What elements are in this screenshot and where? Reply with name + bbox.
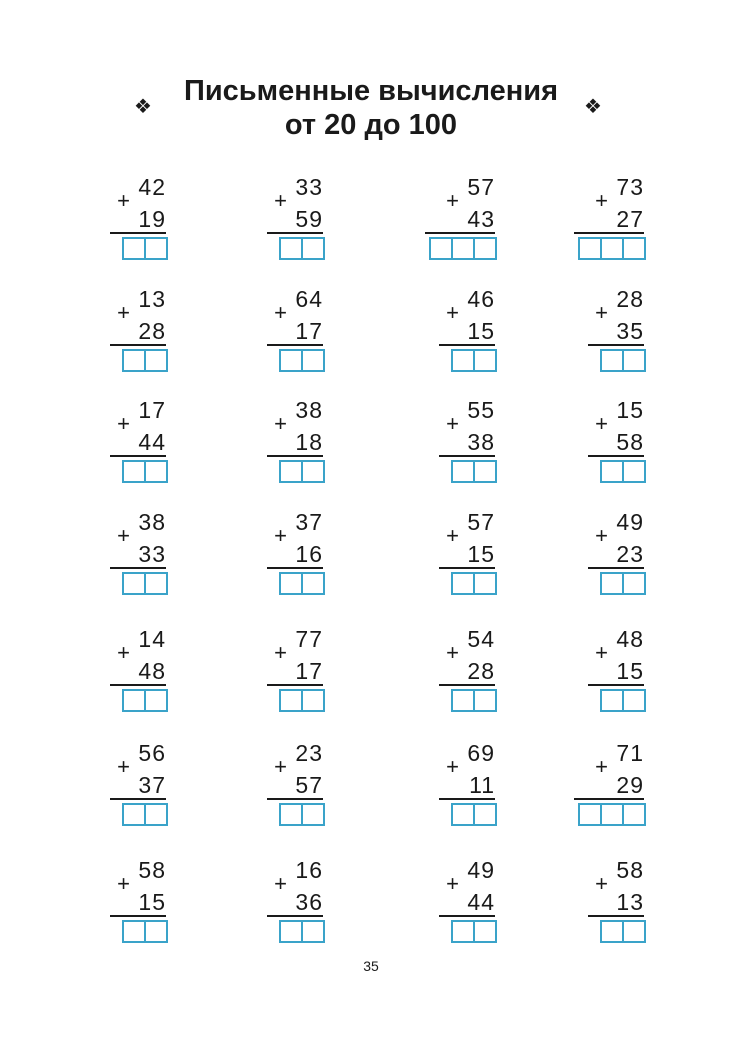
answer-digit-box[interactable] (451, 689, 475, 712)
plus-sign: + (595, 523, 608, 548)
answer-boxes (429, 237, 495, 260)
addition-problem (345, 397, 495, 487)
answer-boxes (122, 349, 166, 372)
sum-line (267, 232, 323, 234)
answer-boxes (451, 460, 495, 483)
answer-digit-box[interactable] (600, 920, 624, 943)
answer-digit-box[interactable] (122, 920, 146, 943)
answer-boxes (451, 349, 495, 372)
addend-bottom: 37 (138, 772, 166, 798)
answer-digit-box[interactable] (144, 920, 168, 943)
answer-digit-box[interactable] (144, 460, 168, 483)
addition-problem (173, 626, 323, 716)
sum-line (110, 915, 166, 917)
addend-bottom: 19 (138, 206, 166, 232)
addend-bottom: 58 (616, 429, 644, 455)
addend-top: 69 (467, 740, 495, 766)
answer-digit-box[interactable] (451, 572, 475, 595)
addend-top: 73 (616, 174, 644, 200)
plus-sign: + (274, 188, 287, 213)
answer-boxes (122, 237, 166, 260)
plus-sign: + (446, 300, 459, 325)
plus-sign: + (117, 411, 130, 436)
addend-bottom: 59 (295, 206, 323, 232)
plus-sign: + (595, 871, 608, 896)
answer-boxes (600, 689, 644, 712)
addend-bottom: 15 (467, 541, 495, 567)
addend-bottom: 48 (138, 658, 166, 684)
answer-digit-box[interactable] (622, 237, 646, 260)
answer-digit-box[interactable] (600, 689, 624, 712)
answer-boxes (122, 460, 166, 483)
answer-boxes (279, 349, 323, 372)
answer-digit-box[interactable] (600, 237, 624, 260)
sum-line (439, 915, 495, 917)
addend-bottom: 27 (616, 206, 644, 232)
addition-problem (16, 286, 166, 376)
sum-line (267, 567, 323, 569)
answer-digit-box[interactable] (622, 803, 646, 826)
sum-line (425, 232, 495, 234)
answer-boxes (122, 920, 166, 943)
addition-problem (494, 174, 644, 264)
addend-top: 58 (616, 857, 644, 883)
addend-top: 23 (295, 740, 323, 766)
addend-top: 28 (616, 286, 644, 312)
sum-line (439, 684, 495, 686)
plus-sign: + (595, 754, 608, 779)
addend-top: 17 (138, 397, 166, 423)
answer-digit-box[interactable] (301, 237, 325, 260)
addend-top: 71 (616, 740, 644, 766)
addend-bottom: 11 (469, 772, 495, 798)
answer-boxes (122, 689, 166, 712)
answer-digit-box[interactable] (279, 237, 303, 260)
answer-boxes (279, 237, 323, 260)
addend-top: 38 (138, 509, 166, 535)
answer-boxes (279, 689, 323, 712)
addition-problem (345, 286, 495, 376)
plus-sign: + (446, 640, 459, 665)
answer-digit-box[interactable] (451, 237, 475, 260)
addend-bottom: 15 (138, 889, 166, 915)
addition-problem (494, 286, 644, 376)
addend-bottom: 15 (616, 658, 644, 684)
plus-sign: + (117, 523, 130, 548)
answer-digit-box[interactable] (279, 572, 303, 595)
answer-digit-box[interactable] (279, 803, 303, 826)
addition-problem (16, 857, 166, 947)
addend-top: 57 (467, 174, 495, 200)
sum-line (439, 798, 495, 800)
addend-bottom: 33 (138, 541, 166, 567)
answer-boxes (451, 920, 495, 943)
answer-digit-box[interactable] (122, 349, 146, 372)
sum-line (588, 684, 644, 686)
sum-line (267, 798, 323, 800)
plus-sign: + (595, 640, 608, 665)
addition-problem (494, 626, 644, 716)
addend-bottom: 36 (295, 889, 323, 915)
addend-top: 49 (467, 857, 495, 883)
title-line-2: от 20 до 100 (284, 109, 458, 141)
sum-line (110, 798, 166, 800)
addition-problem (173, 397, 323, 487)
addend-top: 64 (295, 286, 323, 312)
addition-problem (16, 626, 166, 716)
answer-digit-box[interactable] (301, 349, 325, 372)
answer-digit-box[interactable] (144, 349, 168, 372)
answer-digit-box[interactable] (301, 460, 325, 483)
answer-digit-box[interactable] (600, 803, 624, 826)
addition-problem (345, 857, 495, 947)
answer-boxes (279, 920, 323, 943)
addend-top: 16 (295, 857, 323, 883)
addend-top: 49 (616, 509, 644, 535)
answer-digit-box[interactable] (301, 572, 325, 595)
addend-top: 46 (467, 286, 495, 312)
sum-line (110, 684, 166, 686)
answer-boxes (122, 572, 166, 595)
plus-sign: + (117, 640, 130, 665)
addend-bottom: 38 (467, 429, 495, 455)
addition-problem (345, 740, 495, 830)
addend-bottom: 28 (467, 658, 495, 684)
addition-problem (16, 174, 166, 264)
answer-digit-box[interactable] (144, 572, 168, 595)
answer-boxes (122, 803, 166, 826)
addend-bottom: 18 (295, 429, 323, 455)
ornament-left-icon: ❖ (134, 94, 152, 118)
addition-problem (494, 509, 644, 599)
answer-digit-box[interactable] (622, 349, 646, 372)
answer-digit-box[interactable] (279, 349, 303, 372)
sum-line (110, 455, 166, 457)
addition-problem (16, 397, 166, 487)
plus-sign: + (117, 871, 130, 896)
plus-sign: + (446, 754, 459, 779)
addend-top: 13 (138, 286, 166, 312)
answer-digit-box[interactable] (451, 460, 475, 483)
plus-sign: + (446, 871, 459, 896)
addend-bottom: 29 (616, 772, 644, 798)
plus-sign: + (446, 188, 459, 213)
addition-problem (16, 509, 166, 599)
answer-digit-box[interactable] (122, 572, 146, 595)
sum-line (110, 344, 166, 346)
addition-problem (494, 857, 644, 947)
plus-sign: + (117, 754, 130, 779)
addend-bottom: 23 (616, 541, 644, 567)
addend-top: 37 (295, 509, 323, 535)
answer-digit-box[interactable] (122, 460, 146, 483)
sum-line (574, 232, 644, 234)
addend-bottom: 16 (295, 541, 323, 567)
answer-boxes (279, 572, 323, 595)
addend-bottom: 13 (616, 889, 644, 915)
addition-problem (494, 740, 644, 830)
addend-bottom: 17 (295, 318, 323, 344)
answer-digit-box[interactable] (279, 689, 303, 712)
answer-digit-box[interactable] (279, 920, 303, 943)
addend-bottom: 57 (295, 772, 323, 798)
answer-digit-box[interactable] (451, 920, 475, 943)
sum-line (588, 344, 644, 346)
answer-boxes (600, 572, 644, 595)
addend-top: 56 (138, 740, 166, 766)
answer-digit-box[interactable] (144, 689, 168, 712)
addend-bottom: 44 (138, 429, 166, 455)
plus-sign: + (595, 411, 608, 436)
answer-boxes (451, 572, 495, 595)
addend-bottom: 35 (616, 318, 644, 344)
sum-line (439, 567, 495, 569)
answer-boxes (279, 803, 323, 826)
answer-digit-box[interactable] (122, 803, 146, 826)
answer-digit-box[interactable] (600, 460, 624, 483)
plus-sign: + (274, 754, 287, 779)
plus-sign: + (595, 300, 608, 325)
answer-digit-box[interactable] (429, 237, 453, 260)
sum-line (110, 232, 166, 234)
answer-boxes (600, 349, 644, 372)
addition-problem (173, 857, 323, 947)
addition-problem (173, 740, 323, 830)
answer-digit-box[interactable] (578, 237, 602, 260)
answer-digit-box[interactable] (279, 460, 303, 483)
addition-problem (16, 740, 166, 830)
sum-line (439, 455, 495, 457)
addend-bottom: 15 (467, 318, 495, 344)
addend-top: 38 (295, 397, 323, 423)
addend-bottom: 28 (138, 318, 166, 344)
answer-boxes (279, 460, 323, 483)
addend-top: 14 (138, 626, 166, 652)
addend-top: 54 (467, 626, 495, 652)
sum-line (110, 567, 166, 569)
addition-problem (173, 509, 323, 599)
answer-digit-box[interactable] (578, 803, 602, 826)
answer-digit-box[interactable] (144, 803, 168, 826)
answer-digit-box[interactable] (301, 689, 325, 712)
plus-sign: + (274, 640, 287, 665)
addend-top: 48 (616, 626, 644, 652)
answer-digit-box[interactable] (451, 349, 475, 372)
plus-sign: + (274, 871, 287, 896)
addition-problem (345, 626, 495, 716)
answer-digit-box[interactable] (622, 689, 646, 712)
plus-sign: + (274, 300, 287, 325)
addend-top: 57 (467, 509, 495, 535)
plus-sign: + (595, 188, 608, 213)
answer-digit-box[interactable] (301, 920, 325, 943)
answer-boxes (600, 460, 644, 483)
plus-sign: + (446, 411, 459, 436)
ornament-right-icon: ❖ (584, 94, 602, 118)
sum-line (588, 915, 644, 917)
answer-digit-box[interactable] (600, 572, 624, 595)
plus-sign: + (117, 300, 130, 325)
answer-digit-box[interactable] (622, 920, 646, 943)
answer-digit-box[interactable] (600, 349, 624, 372)
sum-line (588, 455, 644, 457)
answer-digit-box[interactable] (301, 803, 325, 826)
plus-sign: + (117, 188, 130, 213)
addend-bottom: 17 (295, 658, 323, 684)
sum-line (439, 344, 495, 346)
answer-digit-box[interactable] (122, 689, 146, 712)
plus-sign: + (274, 411, 287, 436)
answer-digit-box[interactable] (451, 803, 475, 826)
answer-boxes (451, 689, 495, 712)
plus-sign: + (446, 523, 459, 548)
addition-problem (173, 286, 323, 376)
page-title (0, 74, 742, 142)
addition-problem (173, 174, 323, 264)
title-line-1: Письменные вычисления (183, 75, 558, 107)
addend-top: 33 (295, 174, 323, 200)
answer-digit-box[interactable] (622, 572, 646, 595)
answer-boxes (578, 237, 644, 260)
addend-top: 58 (138, 857, 166, 883)
answer-boxes (578, 803, 644, 826)
sum-line (267, 684, 323, 686)
sum-line (588, 567, 644, 569)
sum-line (267, 915, 323, 917)
answer-boxes (600, 920, 644, 943)
answer-digit-box[interactable] (144, 237, 168, 260)
addend-bottom: 43 (467, 206, 495, 232)
sum-line (267, 344, 323, 346)
addition-problem (345, 174, 495, 264)
sum-line (267, 455, 323, 457)
answer-boxes (451, 803, 495, 826)
addend-top: 42 (138, 174, 166, 200)
addition-problem (494, 397, 644, 487)
addend-top: 15 (616, 397, 644, 423)
addend-top: 77 (295, 626, 323, 652)
answer-digit-box[interactable] (122, 237, 146, 260)
addend-top: 55 (467, 397, 495, 423)
addend-bottom: 44 (467, 889, 495, 915)
sum-line (574, 798, 644, 800)
answer-digit-box[interactable] (622, 460, 646, 483)
plus-sign: + (274, 523, 287, 548)
page-number: 35 (363, 958, 379, 974)
addition-problem (345, 509, 495, 599)
